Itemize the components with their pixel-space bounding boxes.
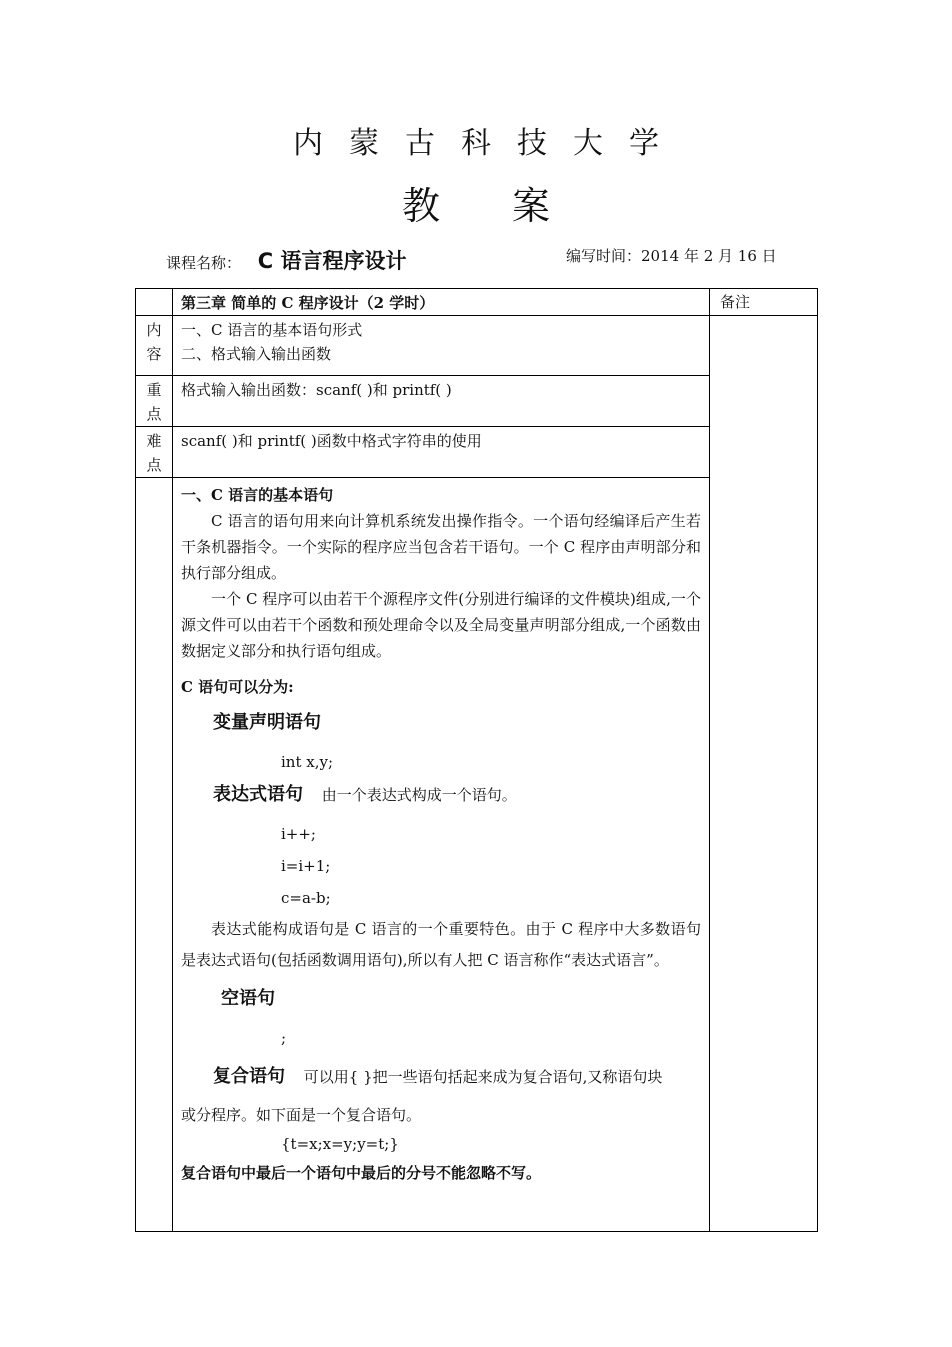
- date-info: 编写时间：2014 年 2 月 16 日: [566, 247, 777, 265]
- compound-heading: 复合语句: [213, 1066, 285, 1087]
- lesson-plan-table: [135, 288, 818, 1232]
- section-title: 一、C 语言的基本语句: [181, 486, 334, 504]
- difficulty-label: 难点: [136, 427, 173, 478]
- key-label: 重点: [136, 376, 173, 427]
- compound-description-cont: 或分程序。如下面是一个复合语句。: [181, 1106, 422, 1124]
- code-line: i++;: [281, 825, 316, 843]
- chapter-title: 第三章 简单的 C 程序设计（2 学时）: [173, 289, 710, 316]
- expression-description: 由一个表达式构成一个语句。: [321, 786, 517, 804]
- empty-statement-heading: 空语句: [221, 988, 275, 1009]
- code-line: i=i+1;: [281, 857, 331, 875]
- code-line: c=a-b;: [281, 889, 331, 907]
- content-items: [173, 316, 710, 376]
- key-text: 格式输入输出函数：scanf( )和 printf( ): [173, 376, 710, 427]
- body-left-cell: [136, 478, 173, 1232]
- content-item: 二、格式输入输出函数: [181, 345, 332, 363]
- lesson-body: [173, 478, 710, 1232]
- university-title: 内蒙古科技大学: [293, 126, 685, 161]
- remark-header: 备注: [710, 289, 818, 316]
- classify-heading: C 语句可以分为:: [181, 678, 294, 696]
- course-label: 课程名称：: [166, 254, 242, 272]
- declaration-heading: 变量声明语句: [213, 712, 321, 733]
- course-info: [166, 245, 407, 275]
- remark-column: [710, 316, 818, 1232]
- paragraph: 一个 C 程序可以由若干个源程序文件(分别进行编译的文件模块)组成,一个源文件可以由若干个函数和预处理命令以及全局变量声明部分组成,一个函数由数据定义部分和执行语句组成。: [181, 590, 701, 660]
- course-name: C 语言程序设计: [257, 249, 407, 273]
- paragraph: C 语言的语句用来向计算机系统发出操作指令。一个语句经编译后产生若干条机器指令。一个实际的程序应当包含若干语句。一个 C 程序由声明部分和执行部分组成。: [181, 512, 701, 582]
- code-line: {t=x;x=y;y=t;}: [281, 1135, 399, 1153]
- document-type-title: 教案: [401, 184, 622, 228]
- expression-heading: 表达式语句: [213, 784, 303, 805]
- content-item: 一、C 语言的基本语句形式: [181, 321, 363, 339]
- difficulty-text: scanf( )和 printf( )函数中格式字符串的使用: [173, 427, 710, 478]
- corner-cell: [136, 289, 173, 316]
- paragraph: 表达式能构成语句是 C 语言的一个重要特色。由于 C 程序中大多数语句是表达式语句(包括函数调用语句),所以有人把 C 语言称作“表达式语言”。: [181, 920, 701, 969]
- content-label: 内容: [136, 316, 173, 376]
- code-line: ;: [281, 1029, 287, 1047]
- compound-note: 复合语句中最后一个语句中最后的分号不能忽略不写。: [181, 1164, 542, 1182]
- compound-description: 可以用{ }把一些语句括起来成为复合语句,又称语句块: [303, 1068, 663, 1086]
- code-line: int x,y;: [281, 753, 334, 771]
